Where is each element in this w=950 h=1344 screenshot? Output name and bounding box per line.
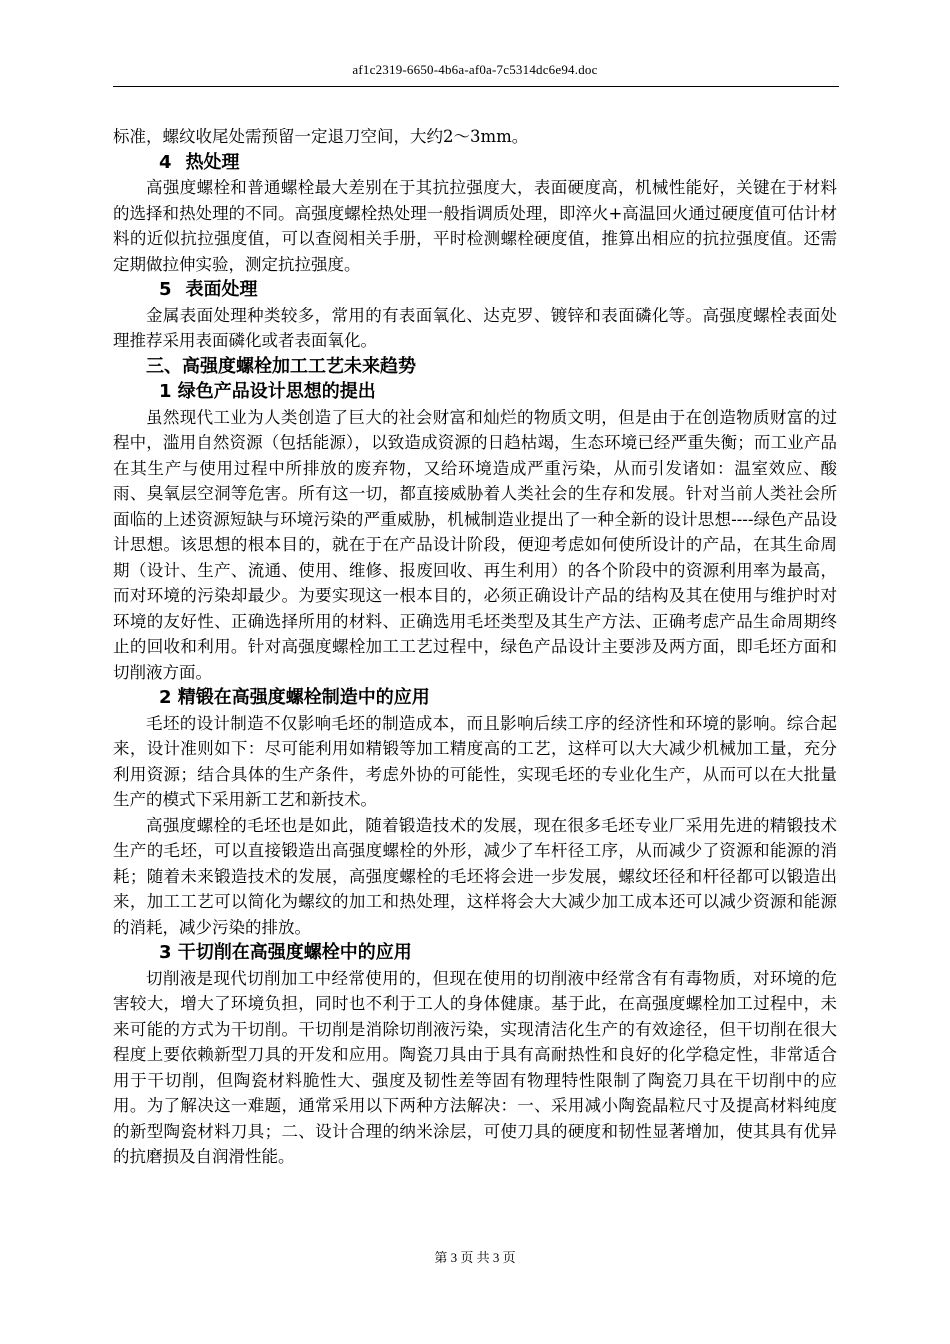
section-heading-future-trends: 三、高强度螺栓加工工艺未来趋势 (146, 355, 416, 377)
page-footer-number: 第 3 页 共 3 页 (434, 1250, 516, 1265)
heading-text: 热处理 (185, 151, 240, 173)
paragraph-green-design: 虽然现代工业为人类创造了巨大的社会财富和灿烂的物质文明，但是由于在创造物质财富的过程中，滥用自然资源（包括能源），以致造成资源的日趋枯竭，生态环境已经严重失衡；而工业产品在其生产与使用过程中所排放的废弃物，又给环境造成严重污染，从而引发诸如：温室效应、酸雨、臭氧层空洞等危害。所有这一切，都直接威胁着人类社会的生存和发展。针对当前人类社会所面临的上述资源短缺与环境污染的严重威胁，机械制造业提出了一种全新的设计思想----绿色产品设计思想。该思想的根本目的，就在于在产品设计阶段，便迎考虑如何使所设计的产品，在其生命周期（设计、生产、流通、使用、维修、报废回收、再生利用）的各个阶段中的资源利用率为最高，而对环境的污染却最少。为要实现这一根本目的，必须正确设计产品的结构及其在使用与维护时对环境的友好性、正确选择所用的材料、正确选用毛坯类型及其生产方法、正确考虑产品生命周期终止的回收和利用。针对高强度螺栓加工工艺过程中，绿色产品设计主要涉及两方面，即毛坯方面和切削液方面。 (113, 407, 837, 682)
header-divider (113, 86, 839, 87)
paragraph-dry-cutting: 切削液是现代切削加工中经常使用的，但现在使用的切削液中经常含有有毒物质，对环境的危害较大，增大了环境负担，同时也不利于工人的身体健康。基于此，在高强度螺栓加工过程中，未来可能的方式为干切削。干切削是消除切削液污染，实现清洁化生产的有效途径，但干切削在很大程度上要依赖新型刀具的开发和应用。陶瓷刀具由于具有高耐热性和良好的化学稳定性，非常适合用于干切削，但陶瓷材料脆性大、强度及韧性差等固有物理特性限制了陶瓷刀具在干切削中的应用。为了解决这一难题，通常采用以下两种方法解决：一、采用减小陶瓷晶粒尺寸及提高材料纯度的新型陶瓷材料刀具；二、设计合理的纳米涂层，可使刀具的硬度和韧性显著增加，使其具有优异的抗磨损及自润滑性能。 (113, 968, 837, 1166)
paragraph-forging-blanks: 高强度螺栓的毛坯也是如此，随着锻造技术的发展，现在很多毛坯专业厂采用先进的精锻技术生产的毛坯，可以直接锻造出高强度螺栓的外形，减少了车杆径工序，从而减少了资源和能源的消耗；随着未来锻造技术的发展，高强度螺栓的毛坯将会进一步发展，螺纹坯径和杆径都可以锻造出来，加工工艺可以简化为螺纹的加工和热处理，这样将会大大减少加工成本还可以减少资源和能源的消耗，减少污染的排放。 (113, 815, 837, 937)
heading-number: 5 (159, 279, 172, 300)
paragraph-continuation: 标准，螺纹收尾处需预留一定退刀空间，大约2～3mm。 (113, 127, 529, 146)
document-body (113, 124, 837, 1170)
heading-precision-forging: 2 精锻在高强度螺栓制造中的应用 (159, 687, 430, 708)
paragraph-heat-treatment: 高强度螺栓和普通螺栓最大差别在于其抗拉强度大，表面硬度高，机械性能好，关键在于材料的选择和热处理的不同。高强度螺栓热处理一般指调质处理，即淬火+高温回火通过硬度值可估计材料的近似抗拉强度值，可以查阅相关手册，平时检测螺栓硬度值，推算出相应的抗拉强度值。还需定期做拉伸实验，测定抗拉强度。 (113, 178, 837, 274)
heading-green-design: 1 绿色产品设计思想的提出 (159, 381, 376, 402)
heading-heat-treatment (113, 150, 837, 176)
page-header-filename: af1c2319-6650-4b6a-af0a-7c5314dc6e94.doc (352, 62, 598, 77)
paragraph-forging-criteria: 毛坯的设计制造不仅影响毛坯的制造成本，而且影响后续工序的经济性和环境的影响。综合起来，设计准则如下：尽可能利用如精锻等加工精度高的工艺，这样可以大大减少机械加工量，充分利用资源；结合具体的生产条件，考虑外协的可能性，实现毛坯的专业化生产，从而可以在大批量生产的模式下采用新工艺和新技术。 (113, 713, 837, 809)
heading-text: 表面处理 (185, 279, 258, 300)
heading-number: 4 (159, 151, 172, 173)
paragraph-surface-treatment: 金属表面处理种类较多，常用的有表面氧化、达克罗、镀锌和表面磷化等。高强度螺栓表面处理推荐采用表面磷化或者表面氧化。 (113, 305, 837, 350)
heading-dry-cutting: 3 干切削在高强度螺栓中的应用 (159, 942, 412, 963)
heading-surface-treatment (113, 277, 837, 303)
